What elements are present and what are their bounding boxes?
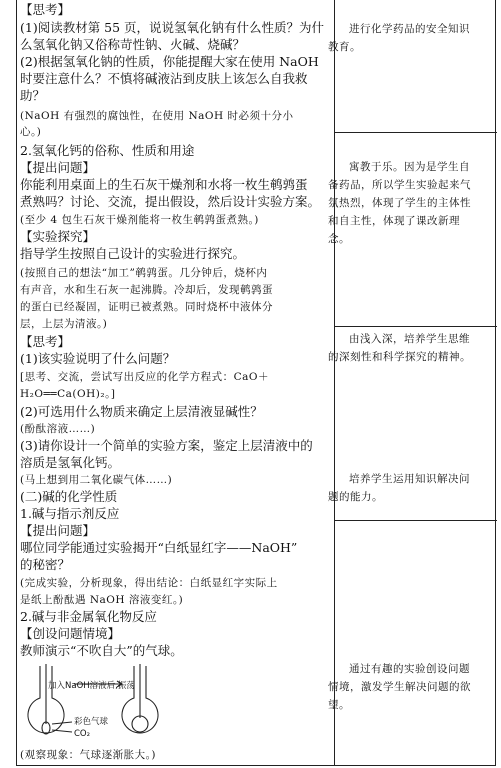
lesson-text-line: 指导学生按照自己设计的实验进行探究。 xyxy=(20,246,246,261)
lesson-text-line: (2)可选用什么物质来确定上层清液显碱性？ xyxy=(20,404,263,419)
lesson-text-line: 1.碱与指示剂反应 xyxy=(20,506,120,521)
lesson-text-line: 【思考】 xyxy=(20,2,71,17)
lesson-text-line: 【提出问题】 xyxy=(20,523,96,538)
lesson-text-line: 的秘密？ xyxy=(20,557,71,572)
lesson-text-line: 【提出问题】 xyxy=(20,160,96,175)
student-response-line: [思考、交流，尝试写出反应的化学方程式：CaO＋ xyxy=(20,371,269,383)
figure-label-reagent: 加入NaOH溶液后,振荡 xyxy=(48,681,135,691)
design-intent-note: 由浅入深，培养学生思维的深刻性和科学探究的精神。 xyxy=(328,333,471,363)
column-divider xyxy=(334,0,335,766)
design-intent-note: 通过有趣的实验创设问题情境，激发学生解决问题的欲望。 xyxy=(328,663,471,711)
lesson-text-line: 【思考】 xyxy=(20,334,71,349)
balloon-experiment-figure xyxy=(22,658,222,744)
lesson-text-line: (1)阅读教材第 55 页，说说氢氧化钠有什么性质？为什 xyxy=(20,20,325,35)
student-response-line: (观察现象：气球逐渐胀大。) xyxy=(20,749,156,761)
student-response-line: 有声音，水和生石灰一起沸腾。冷却后，发现鹌鹑蛋 xyxy=(20,284,273,296)
lesson-text-line: (二)碱的化学性质 xyxy=(20,489,118,504)
lesson-text-line: 2.碱与非金属氧化物反应 xyxy=(20,609,157,624)
design-intent-note: 进行化学药品的安全知识教育。 xyxy=(328,23,470,53)
lesson-text-line: 么氢氧化钠又俗称苛性钠、火碱、烧碱？ xyxy=(20,37,246,52)
student-response-line: (马上想到用二氧化碳气体……) xyxy=(20,474,173,486)
student-response-line: (按照自己的想法“加工”鹌鹑蛋。几分钟后，烧杯内 xyxy=(20,267,268,279)
lesson-text-line: 助？ xyxy=(20,88,46,103)
lesson-text-line: 2.氢氧化钙的俗称、性质和用途 xyxy=(20,143,195,158)
lesson-text-line: 你能利用桌面上的生石灰干燥剂和水将一枚生鹌鹑蛋 xyxy=(20,177,308,192)
student-response-line: 是纸上酚酞遇 NaOH 溶液变红。) xyxy=(20,594,184,606)
design-intent-note: 寓教于乐。因为是学生自备药品，所以学生实验起来气氛热烈，体现了学生的主体性和自主性，体现了课改新理念。 xyxy=(328,161,471,245)
row-divider xyxy=(334,326,497,327)
row-divider xyxy=(334,520,497,521)
lesson-text-line: 溶质是氢氧化钙。 xyxy=(20,455,121,470)
lesson-text-line: (3)请你设计一个简单的实验方案，鉴定上层清液中的 xyxy=(20,438,313,453)
student-response-line: 的蛋白已经凝固，证明已被煮熟。同时烧杯中液体分 xyxy=(20,301,273,313)
design-intent-note: 培养学生运用知识解决问题的能力。 xyxy=(328,473,470,503)
student-response-line: (完成实验，分析现象，得出结论：白纸显红字实际上 xyxy=(20,577,278,589)
lesson-text-line: (1)该实验说明了什么问题？ xyxy=(20,351,176,366)
lesson-text-line: 煮熟吗？讨论、交流，提出假设，然后设计实验方案。 xyxy=(20,194,321,209)
student-response-line: (酚酞溶液……) xyxy=(20,423,96,435)
lesson-text-line: 时要注意什么？不慎将碱液沾到皮肤上该怎么自我救 xyxy=(20,71,308,86)
lesson-text-line: 【实验探究】 xyxy=(20,229,96,244)
lesson-text-line: 【创设问题情境】 xyxy=(20,626,121,641)
student-response-line: (NaOH 有强烈的腐蚀性，在使用 NaOH 时必须十分小 xyxy=(20,110,294,122)
student-response-line: 心。) xyxy=(20,126,42,138)
student-response-line: (至少 4 包生石灰干燥剂能将一枚生鹌鹑蛋煮熟。) xyxy=(20,214,259,226)
lesson-text-line: 哪位同学能通过实验揭开“白纸显红字——NaOH” xyxy=(20,540,298,555)
lesson-text-line: (2)根据氢氧化钠的性质，你能提醒大家在使用 NaOH xyxy=(20,54,319,69)
row-divider xyxy=(334,132,497,133)
student-response-line: 层，上层为清液。) xyxy=(20,318,108,330)
lesson-text-line: 教师演示“不吹自大”的气球。 xyxy=(20,643,183,658)
figure-label-gas: CO₂ xyxy=(74,729,91,739)
figure-label-balloon: 彩色气球 xyxy=(74,717,109,727)
student-response-line: H₂O══Ca(OH)₂。] xyxy=(20,388,116,400)
